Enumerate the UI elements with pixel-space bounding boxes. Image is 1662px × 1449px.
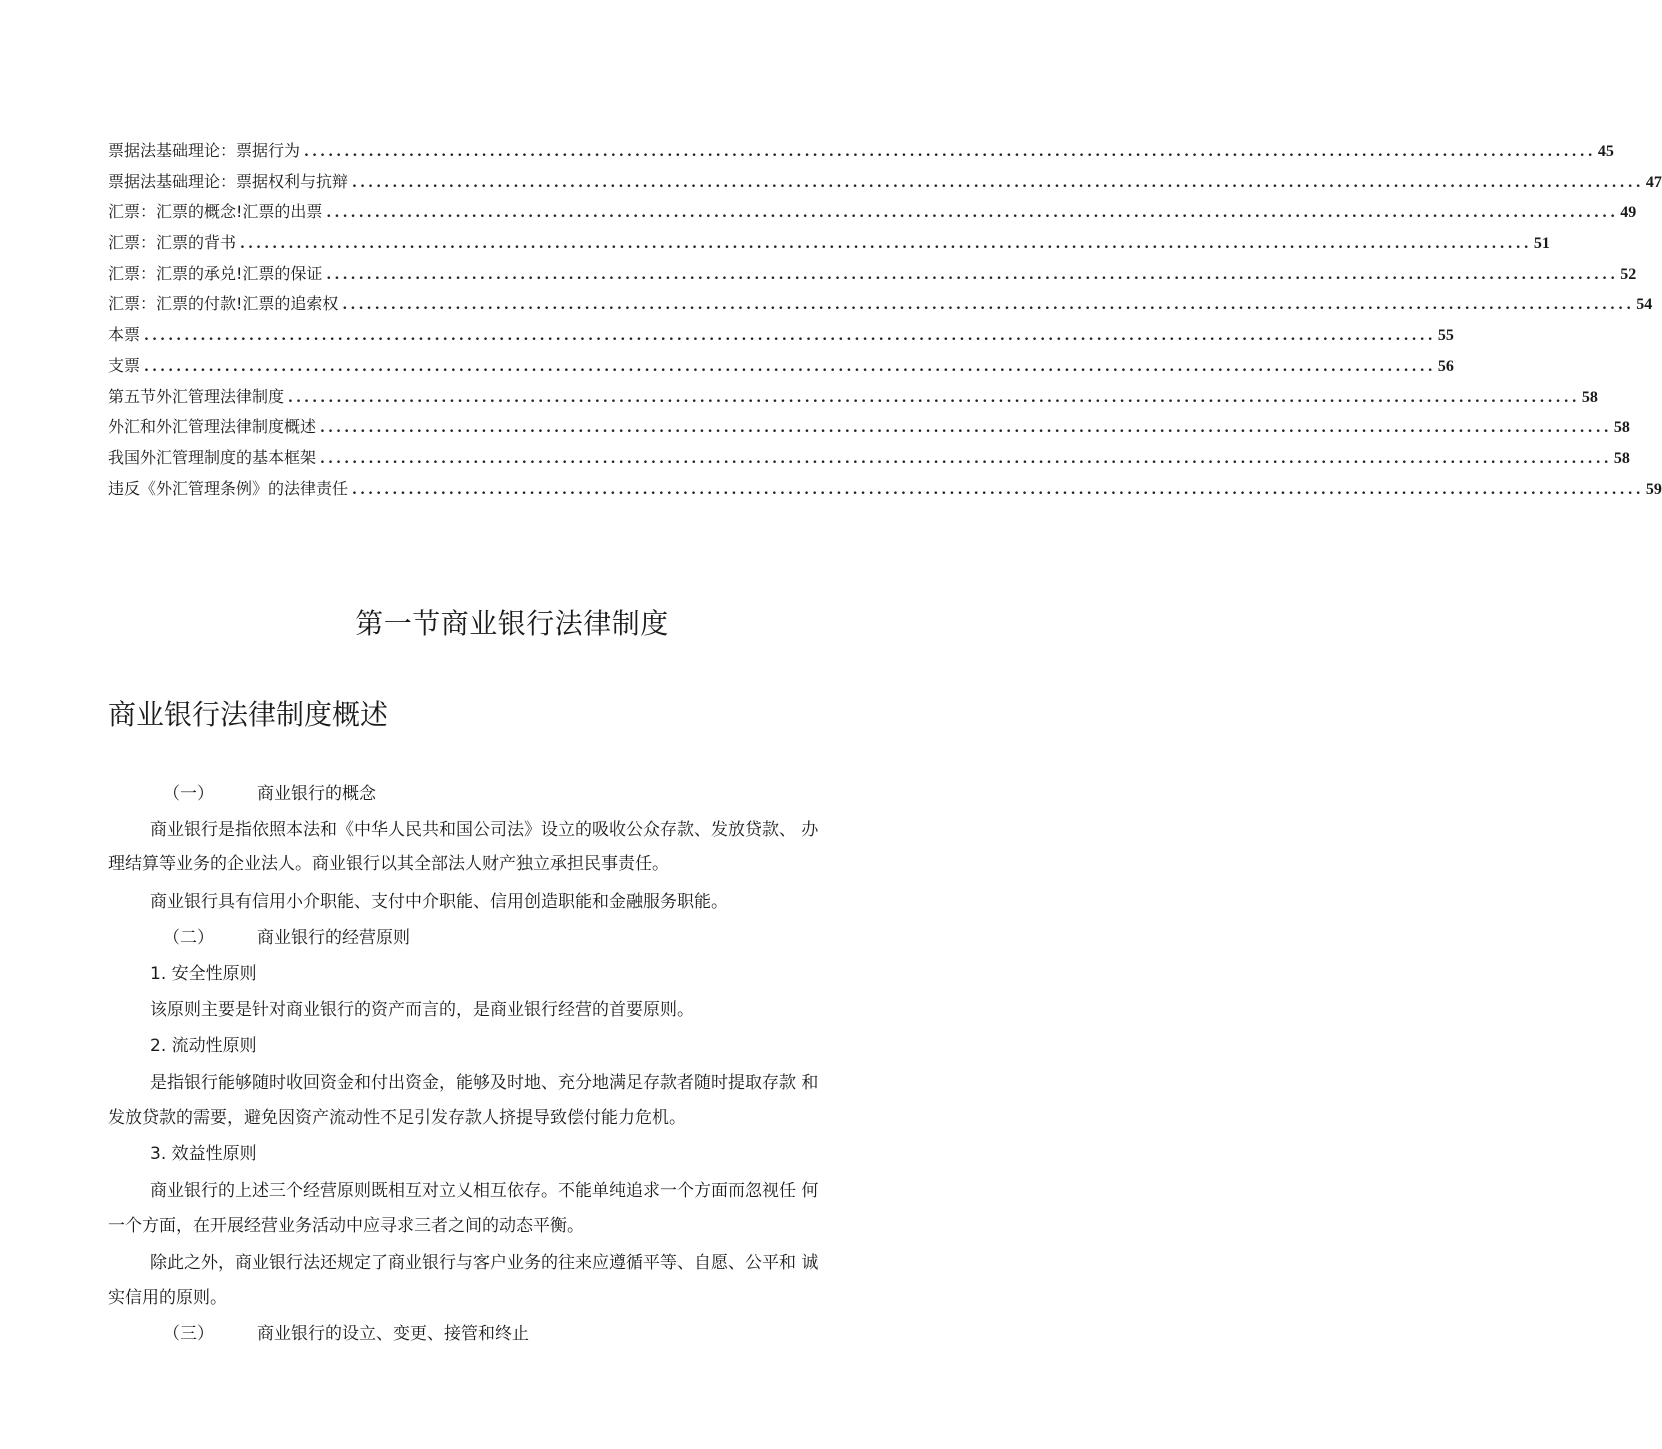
- toc-entry-page-number: 54: [1636, 296, 1653, 314]
- toc-entry-label: 汇票：汇票的背书: [108, 233, 237, 253]
- toc-entry-label: 汇票：汇票的概念!汇票的出票: [108, 202, 323, 222]
- toc-entry-label: 外汇和外汇管理法律制度概述: [108, 417, 317, 437]
- paragraph-line: 商业银行具有信用小介职能、支付中介职能、信用创造职能和金融服务职能。: [150, 892, 728, 912]
- toc-entry-page-number: 58: [1613, 449, 1630, 467]
- toc-dot-leader: ................................................................................................................................................................: [144, 328, 1436, 345]
- toc-entry[interactable]: [108, 414, 1630, 445]
- toc-entry-page-number: 49: [1620, 204, 1637, 222]
- numbered-item: 3. 效益性原则: [150, 1144, 257, 1164]
- toc-dot-leader: ................................................................................................................................................................: [326, 205, 1619, 222]
- heading-text: 商业银行的经营原则: [257, 928, 410, 948]
- toc-entry-label: 违反《外汇管理条例》的法律责任: [108, 478, 349, 498]
- toc-dot-leader: ................................................................................................................................................................: [320, 420, 1612, 437]
- toc-entry[interactable]: [108, 230, 1550, 261]
- toc-entry[interactable]: [108, 291, 1653, 322]
- toc-entry[interactable]: [108, 138, 1614, 169]
- toc-entry[interactable]: [108, 322, 1454, 353]
- toc-entry-page-number: 55: [1437, 327, 1454, 345]
- paragraph-line: 商业银行是指依照本法和《中华人民共和国公司法》设立的吸收公众存款、发放贷款、 办: [150, 820, 819, 840]
- toc-entry-page-number: 58: [1613, 419, 1630, 437]
- paragraph-line: 理结算等业务的企业法人。商业银行以其全部法人财产独立承担民事责任。: [108, 854, 669, 874]
- toc-entry-page-number: 52: [1620, 265, 1637, 283]
- toc-dot-leader: ................................................................................................................................................................: [320, 450, 1612, 467]
- toc-entry-label: 汇票：汇票的付款!汇票的追索权: [108, 294, 339, 314]
- toc-entry-page-number: 56: [1437, 357, 1454, 375]
- heading-number: （三）: [163, 1324, 214, 1344]
- toc-entry-page-number: 45: [1597, 143, 1614, 160]
- toc-entry-label: 汇票：汇票的承兑!汇票的保证: [108, 263, 323, 283]
- paragraph-line: 是指银行能够随时收回资金和付出资金，能够及时地、充分地满足存款者随时提取存款 和: [150, 1073, 819, 1093]
- heading-concept: [163, 782, 376, 806]
- toc-dot-leader: ................................................................................................................................................................: [304, 144, 1596, 160]
- toc-entry[interactable]: [108, 476, 1662, 507]
- heading-establishment: [163, 1322, 529, 1346]
- toc-dot-leader: ................................................................................................................................................................: [352, 174, 1644, 191]
- toc-dot-leader: ................................................................................................................................................................: [288, 389, 1580, 406]
- toc-entry-page-number: 51: [1533, 235, 1550, 253]
- paragraph-line: 该原则主要是针对商业银行的资产而言的，是商业银行经营的首要原则。: [150, 1000, 694, 1020]
- paragraph-line: 发放贷款的需要，避免因资产流动性不足引发存款人挤提导致偿付能力危机。: [108, 1108, 686, 1128]
- toc-dot-leader: ................................................................................................................................................................: [352, 481, 1644, 498]
- heading-number: （一）: [163, 784, 214, 804]
- toc-entry[interactable]: [108, 199, 1637, 230]
- toc-dot-leader: ................................................................................................................................................................: [144, 358, 1436, 375]
- paragraph-line: 商业银行的上述三个经营原则既相互对立乂相互依存。不能单纯追求一个方面而忽视任 何: [150, 1181, 819, 1201]
- section-title: 第一节商业银行法律制度: [355, 607, 669, 640]
- toc-dot-leader: ................................................................................................................................................................: [240, 236, 1532, 253]
- heading-number: （二）: [163, 928, 214, 948]
- toc-entry[interactable]: [108, 445, 1630, 476]
- toc-entry[interactable]: [108, 261, 1637, 292]
- heading-principles: [163, 926, 410, 950]
- paragraph-line: 一个方面，在开展经营业务活动中应寻求三者之间的动态平衡。: [108, 1216, 584, 1236]
- toc-entry-label: 支票: [108, 355, 141, 375]
- subsection-title: 商业银行法律制度概述: [108, 698, 389, 731]
- heading-text: 商业银行的设立、变更、接管和终止: [257, 1324, 529, 1344]
- toc-entry-page-number: 58: [1581, 388, 1598, 406]
- table-of-contents: [108, 138, 1662, 506]
- numbered-item: 2. 流动性原则: [150, 1036, 257, 1056]
- toc-entry-label: 票据法基础理论：票据行为: [108, 141, 301, 160]
- toc-entry[interactable]: [108, 384, 1598, 415]
- toc-entry-label: 第五节外汇管理法律制度: [108, 386, 285, 406]
- paragraph-line: 实信用的原则。: [108, 1288, 227, 1308]
- toc-entry-page-number: 59: [1645, 480, 1662, 498]
- toc-entry[interactable]: [108, 169, 1662, 200]
- toc-entry-page-number: 47: [1645, 173, 1662, 191]
- toc-dot-leader: ................................................................................................................................................................: [326, 266, 1619, 283]
- toc-entry[interactable]: [108, 353, 1454, 384]
- toc-entry-label: 本票: [108, 325, 141, 345]
- toc-entry-label: 我国外汇管理制度的基本框架: [108, 447, 317, 467]
- toc-entry-label: 票据法基础理论：票据权利与抗辩: [108, 171, 349, 191]
- numbered-item: 1. 安全性原则: [150, 964, 257, 984]
- paragraph-line: 除此之外，商业银行法还规定了商业银行与客户业务的往来应遵循平等、自愿、公平和 诚: [150, 1253, 819, 1273]
- toc-dot-leader: ................................................................................................................................................................: [342, 297, 1635, 314]
- heading-text: 商业银行的概念: [257, 784, 376, 804]
